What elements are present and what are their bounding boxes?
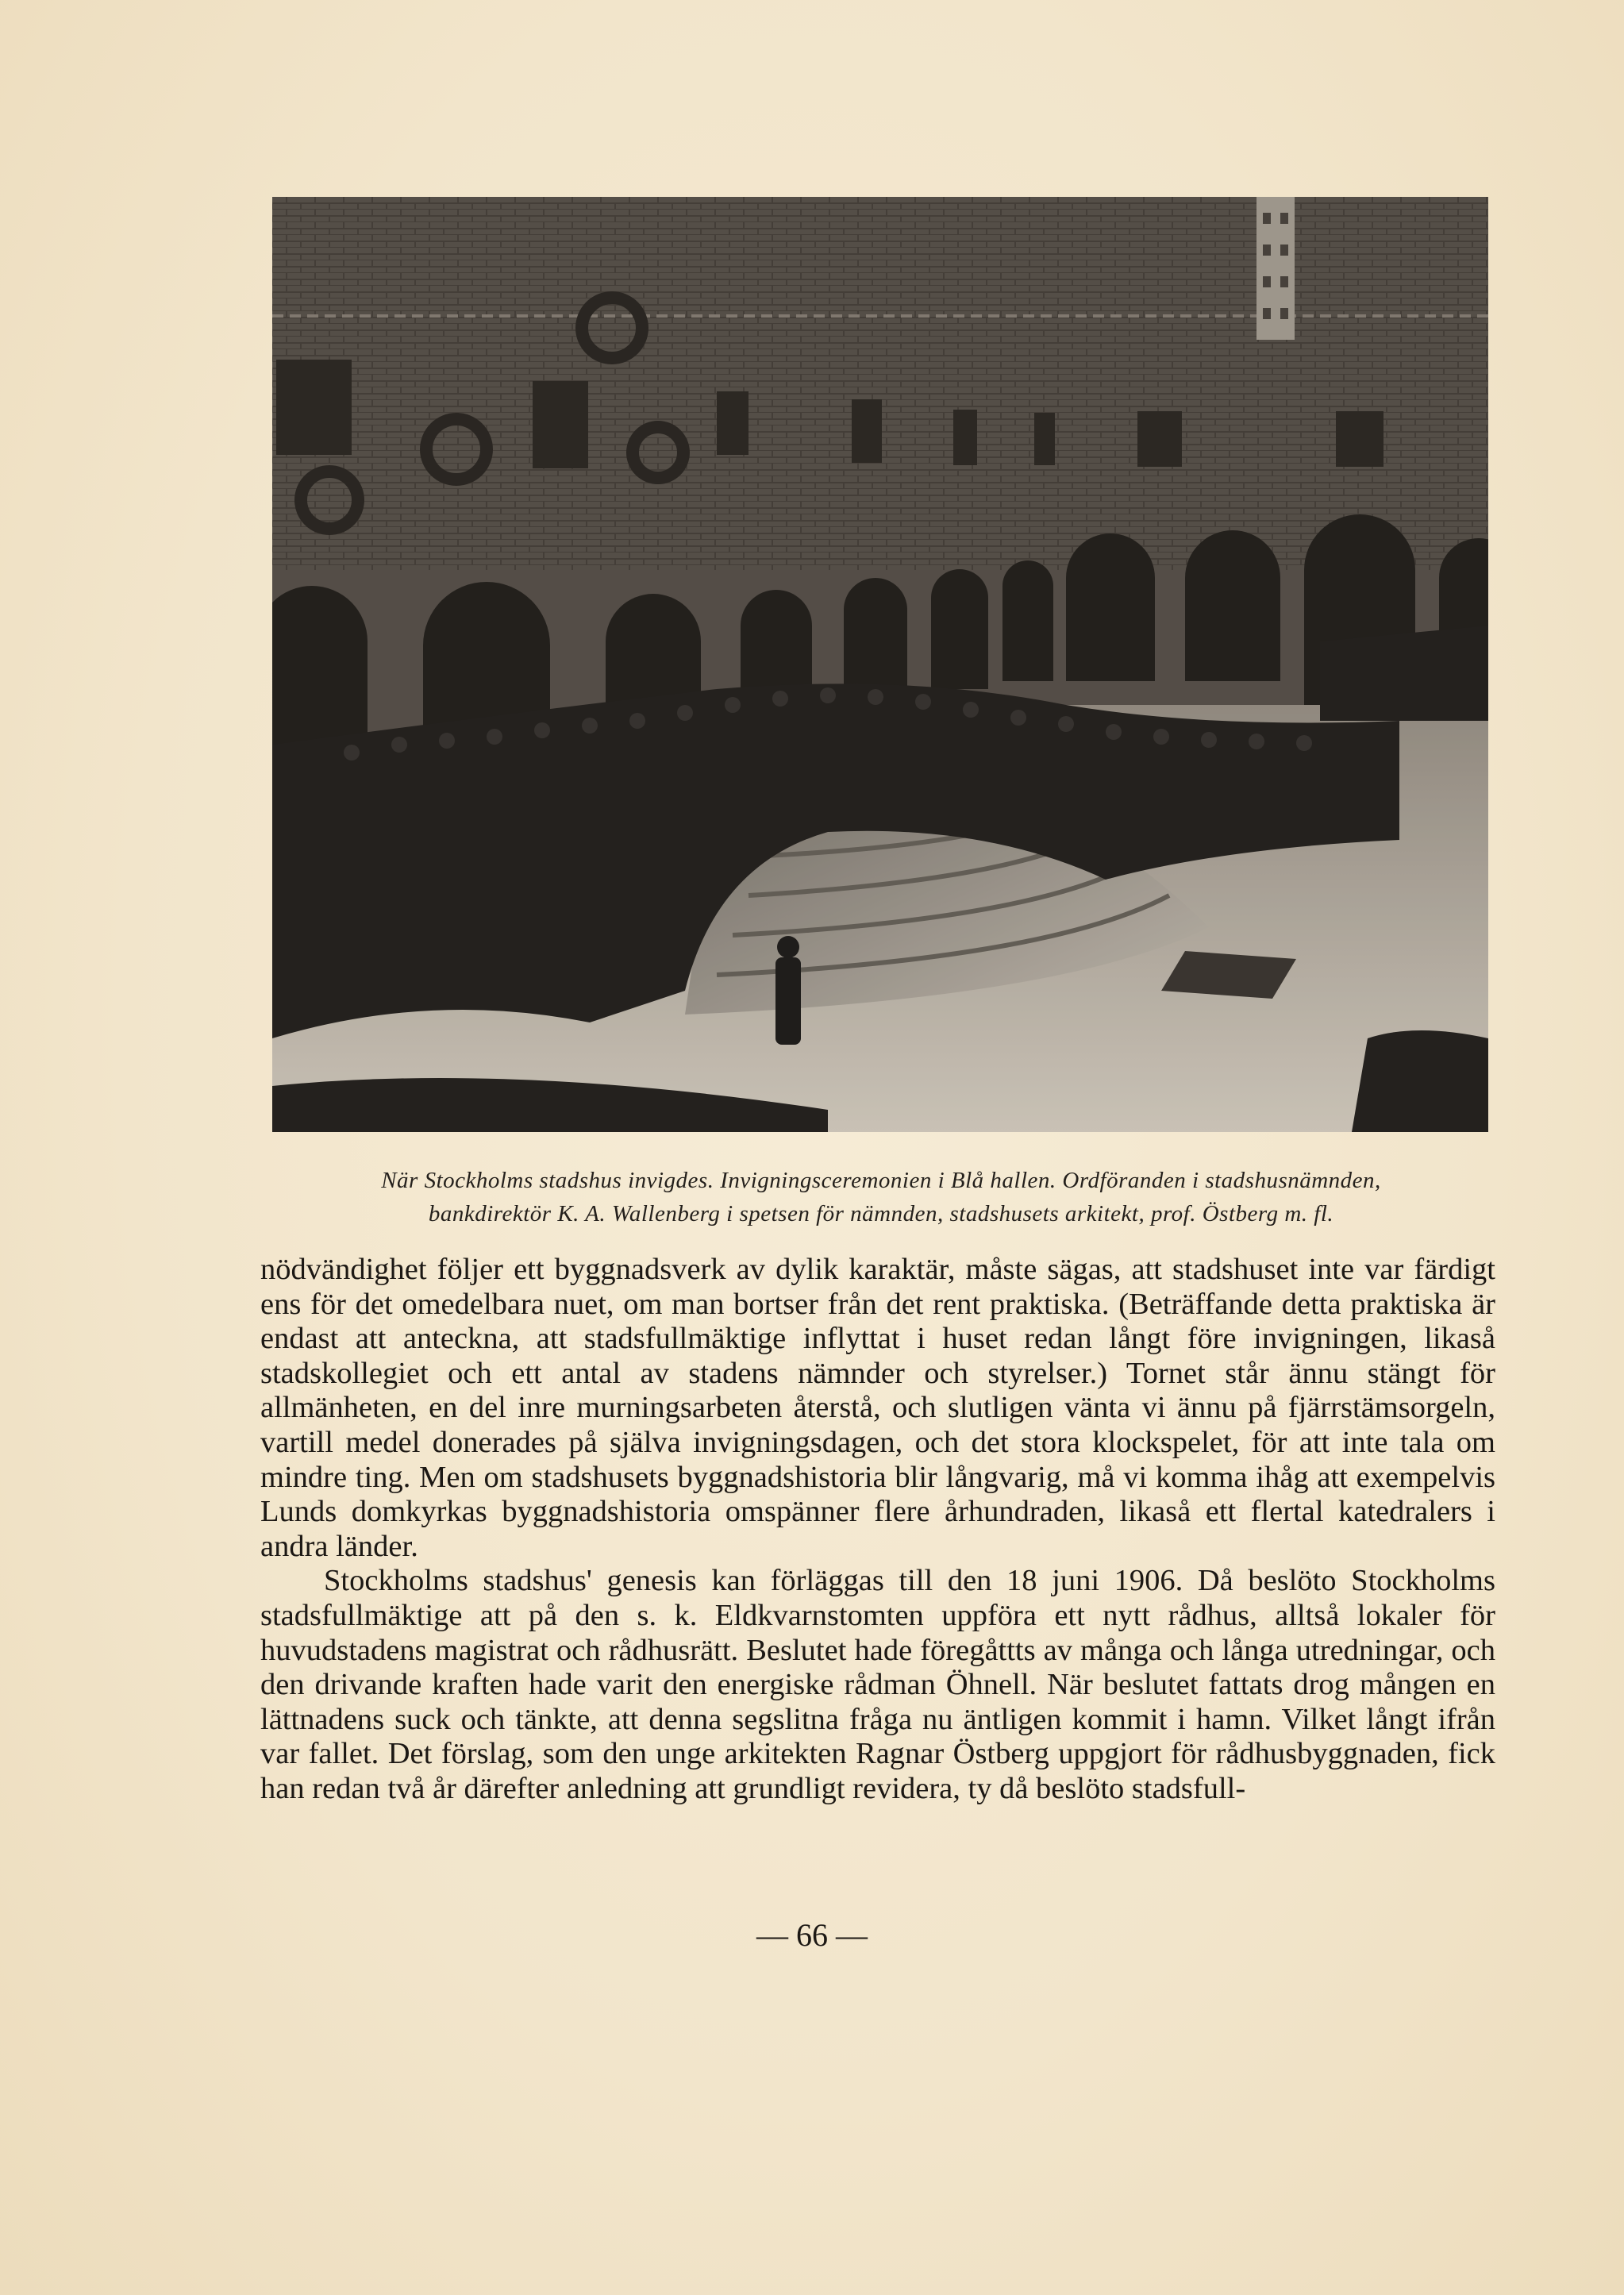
page-number: — 66 — bbox=[756, 1917, 868, 1953]
photo-illustration bbox=[272, 197, 1488, 1132]
photo-caption bbox=[254, 1164, 1508, 1230]
paragraph-1: nödvändighet följer ett byggnadsverk av dylik karaktär, måste sägas, att stadshuset inte var färdigt ens för det omedelbara nuet, om man bortser från det rent praktiska. (Beträffande detta praktiska är endast att anteckna, att stadsfullmäktige inflyttat i huset redan långt före invigningen, likaså stadskollegiet och ett antal av stadens nämnder och styrelser.) Tornet står ännu stängt för allmänheten, en del inre murningsarbeten återstå, och slutligen vänta vi ännu på fjärrstämsorgeln, vartill medel donerades på själva invigningsdagen, och det stora klockspelet, för att inte tala om mindre ting. Men om stadshusets byggnadshistoria blir långvarig, må vi komma ihåg att exempelvis Lunds domkyrkas byggnadshistoria omspänner flere århundraden, likaså ett flertal katedralers i andra länder. bbox=[260, 1253, 1495, 1563]
paragraph-2: Stockholms stadshus' genesis kan förläggas till den 18 juni 1906. Då beslöto Stockholms stadsfullmäktige att på den s. k. Eldkvarnstomten uppföra ett nytt rådhus, alltså lokaler för huvudstadens magistrat och rådhusrätt. Beslutet hade föregåttts av många och långa utredningar, och den drivande kraften hade varit den energiske rådman Öhnell. När beslutet fattats drog mången en lättnadens suck och tänkte, att denna segslitna fråga nu äntligen kommit i hamn. Vilket långt ifrån var fallet. Det förslag, som den unge arkitekten Ragnar Östberg uppgjort för rådhusbyggnaden, fick han redan två år därefter anledning att grundligt revidera, ty då beslöto stadsfull- bbox=[260, 1564, 1495, 1805]
caption-line-2: bankdirektör K. A. Wallenberg i spetsen för nämnden, stadshusets arkitekt, prof. Östberg m. fl. bbox=[428, 1201, 1334, 1226]
body-text bbox=[260, 1253, 1495, 1807]
ceremony-photograph bbox=[272, 197, 1488, 1132]
caption-line-1: När Stockholms stadshus invigdes. Invigningsceremonien i Blå hallen. Ordföranden i stadshusnämnden, bbox=[381, 1168, 1381, 1193]
